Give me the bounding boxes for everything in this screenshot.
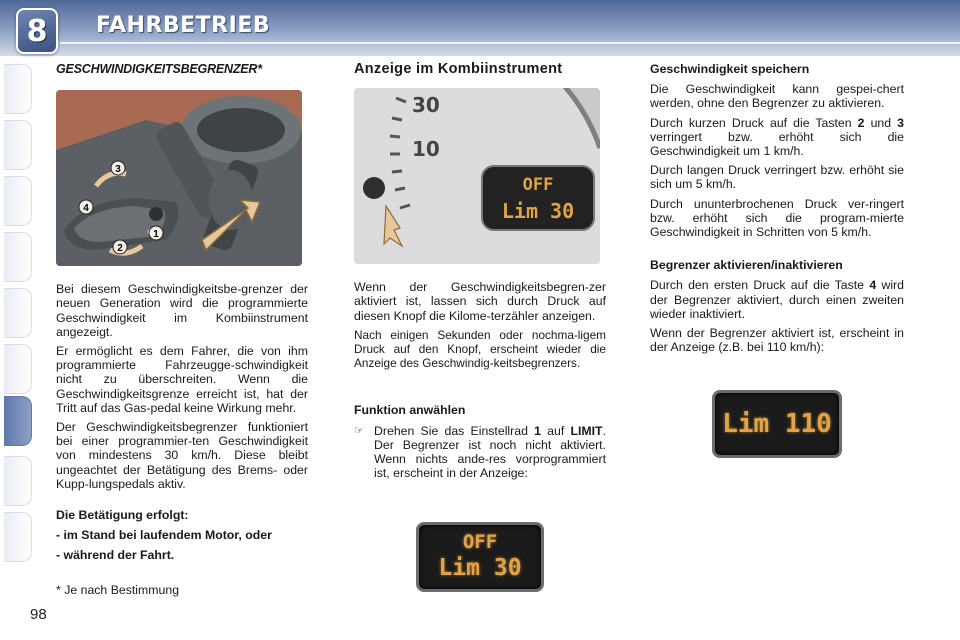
paragraph: Bei diesem Geschwindigkeitsbe-grenzer der neuen Generation wird die programmierte Geschwindigkeit im Kombiinstrument angezeigt. (56, 282, 308, 339)
page-header (0, 0, 960, 56)
instrument-cluster-photo (354, 88, 600, 264)
paragraph (650, 116, 904, 159)
bullet-text: auf (540, 423, 571, 438)
paragraph: Die Geschwindigkeit kann gespei-chert werden, ohne den Begrenzer zu aktivieren. (650, 82, 904, 111)
chapter-tab[interactable] (4, 456, 32, 506)
callout-3: 3 (115, 164, 121, 176)
chapter-title: FAHRBETRIEB (96, 13, 271, 38)
actuation-item: - im Stand bei laufendem Motor, oder (56, 528, 272, 543)
display-top: OFF (522, 175, 554, 196)
lcd-display-110 (712, 390, 842, 458)
page-number: 98 (30, 606, 47, 623)
column-instrument-display (354, 62, 606, 485)
paragraph (650, 278, 904, 321)
chapter-tab-active[interactable] (4, 396, 32, 446)
section-title: Anzeige im Kombiinstrument (354, 61, 563, 77)
dial-label-10: 10 (412, 137, 440, 162)
chapter-tab[interactable] (4, 176, 32, 226)
callout-2: 2 (117, 243, 123, 255)
paragraph: Er ermöglicht es dem Fahrer, die von ihm programmierte Fahrzeugge-schwindigkeit nicht zu überschreiten. Wenn die Geschwindigkeitsgrenze erreicht ist, hat der Tritt auf das Gas-pedal keine Wirkung mehr. (56, 344, 308, 415)
paragraph: Nach einigen Sekunden oder nochma-ligem Druck auf den Knopf, erscheint wieder die Anzeige des Geschwindig-keitsbegrenzers. (354, 327, 606, 371)
chapter-number: 8 (26, 13, 48, 49)
text: verringert bzw. erhöht sich die Geschwindigkeit um 1 km/h. (650, 129, 904, 159)
display3: Lim 110 (722, 409, 832, 439)
display2-top: OFF (462, 531, 498, 553)
instrument-cluster-illustration (354, 88, 600, 264)
actuation-item: - während der Fahrt. (56, 548, 175, 563)
chapter-tab[interactable] (4, 232, 32, 282)
paragraph: Durch ununterbrochenen Druck ver-ringert bzw. erhöht sich die program-mierte Geschwindigkeit in Schritten von 5 km/h. (650, 196, 904, 240)
text: Durch kurzen Druck auf die Tasten (650, 115, 858, 130)
column-speed-settings (650, 62, 904, 359)
display-bottom: Lim 30 (501, 199, 575, 224)
button-ref: 3 (897, 115, 904, 130)
chapter-tabs (0, 64, 34, 574)
button-ref: 4 (869, 278, 877, 293)
section-title: GESCHWINDIGKEITSBEGRENZER* (56, 62, 262, 76)
chapter-tab[interactable] (4, 512, 32, 562)
display2-bottom: Lim 30 (438, 555, 522, 581)
activate-title: Begrenzer aktivieren/inaktivieren (650, 258, 843, 273)
button-ref: 2 (857, 115, 865, 130)
header-divider (60, 42, 960, 44)
footnote: * Je nach Bestimmung (56, 582, 180, 597)
chapter-tab[interactable] (4, 120, 32, 170)
steering-stalk-illustration (56, 90, 302, 266)
dial-label-30: 30 (412, 93, 440, 118)
text: und (864, 115, 898, 130)
function-bullet (354, 424, 606, 486)
paragraph: Der Geschwindigkeitsbegrenzer funktioniert bei einer programmier-ten Geschwindigkeit von mindestens 30 km/h. Diese bleibt ungeachtet der Betätigung des Brems- oder Kupp-lungspedals aktiv. (56, 420, 308, 491)
chapter-badge (16, 8, 58, 54)
bullet-text: Drehen Sie das Einstellrad (374, 423, 535, 438)
paragraph: Wenn der Geschwindigkeitsbegren-zer aktiviert ist, lassen sich durch Druck auf diesen Knopf die Kilome-terzähler anzeigen. (354, 280, 606, 323)
stalk-photo (56, 90, 302, 266)
lcd-display-off (416, 522, 544, 592)
save-title: Geschwindigkeit speichern (650, 62, 810, 76)
chapter-tab[interactable] (4, 344, 32, 394)
actuation-title: Die Betätigung erfolgt: (56, 508, 189, 523)
function-title: Funktion anwählen (354, 403, 466, 418)
text: Durch den ersten Druck auf die Taste (650, 278, 870, 293)
callout-4: 4 (83, 203, 89, 215)
callout-1: 1 (153, 229, 159, 241)
paragraph: Wenn der Begrenzer aktiviert ist, erscheint in der Anzeige (z.B. bei 110 km/h): (650, 326, 904, 355)
bullet-limit: LIMIT (570, 423, 603, 438)
bullet-num: 1 (534, 423, 541, 438)
chapter-tab[interactable] (4, 64, 32, 114)
text: wird der Begrenzer aktiviert, durch einen zweiten wieder inaktiviert. (650, 278, 904, 321)
pointing-hand-icon: ☞ (354, 424, 364, 437)
chapter-tab[interactable] (4, 288, 32, 338)
column-limiter-intro (56, 62, 308, 597)
bullet-text: . Der Begrenzer ist noch nicht aktiviert. Wenn nichts ande-res vorprogrammiert ist, erscheint in der Anzeige: (374, 423, 606, 481)
paragraph: Durch langen Druck verringert bzw. erhöht sie sich um 5 km/h. (650, 163, 904, 192)
